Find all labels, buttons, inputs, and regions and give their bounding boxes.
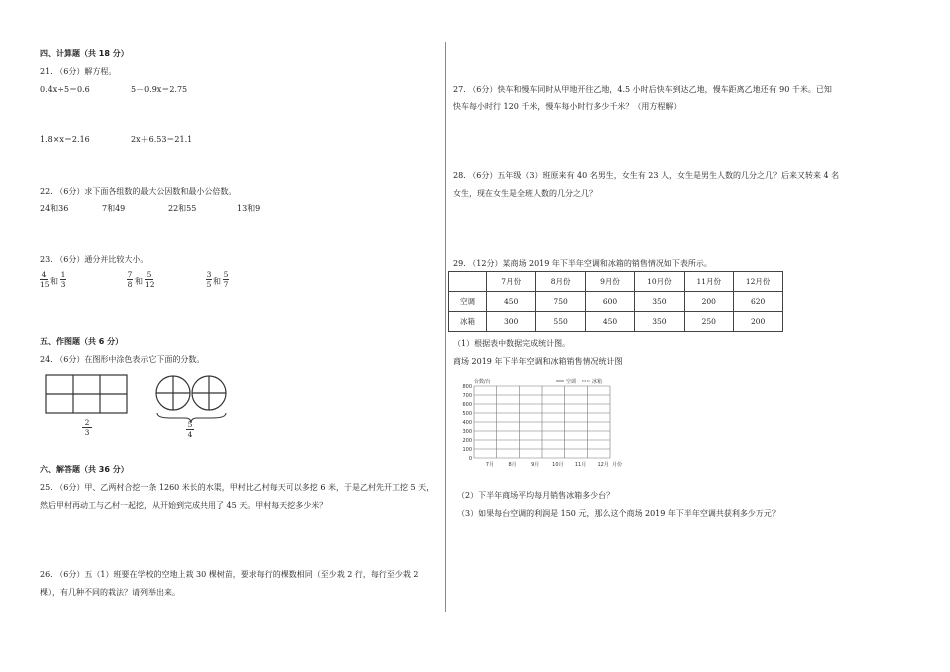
fraction: 5 12	[145, 270, 155, 289]
table-cell: 空调	[449, 292, 487, 312]
q28-line-2: 女生，现在女生是全班人数的几分之几？	[453, 189, 597, 198]
y-tick-label: 500	[462, 411, 472, 417]
q21-equation-4: 2x＋6.53＝21.1	[131, 135, 193, 144]
table-cell: 350	[635, 292, 684, 312]
table-cell: 620	[733, 292, 782, 312]
table-cell: 200	[684, 292, 733, 312]
q22-group: 7和49	[102, 204, 126, 213]
x-tick-label: 10月	[552, 462, 564, 468]
q21-equation-1: 0.4x÷5＝0.6	[40, 85, 90, 94]
table-cell: 750	[536, 292, 585, 312]
q29-sub-3: （3）如果每台空调的利润是 150 元，那么这个商场 2019 年下半年空调共获利多少万元？	[457, 509, 780, 518]
table-cell: 7月份	[487, 272, 536, 292]
y-tick-label: 800	[462, 384, 472, 390]
table-cell: 8月份	[536, 272, 585, 292]
section-5-title: 五、作图题（共 6 分）	[40, 337, 124, 346]
q21-equation-2: 5－0.9x＝2.75	[131, 85, 188, 94]
q27-line-2: 快车每小时行 120 千米，慢车每小时行多少千米？（用方程解）	[453, 102, 682, 111]
q24-figures	[40, 370, 240, 445]
compare-word: 和	[213, 277, 221, 286]
legend-label: 空调	[566, 379, 577, 385]
sales-table	[448, 271, 783, 332]
fraction: 5 7	[223, 270, 229, 289]
q29-stem: 29. （12分）某商场 2019 年下半年空调和冰箱的销售情况如下表所示。	[453, 259, 712, 268]
q22-stem: 22. （6分）求下面各组数的最大公因数和最小公倍数。	[40, 187, 237, 196]
q28-line-1: 28. （6分）五年级（3）班原来有 40 名男生，女生有 23 人，女生是男生人数的几分之几？后来又转来 4 名	[453, 171, 840, 180]
rectangle-grid	[46, 375, 127, 413]
fraction: 7 8	[127, 270, 133, 289]
y-tick-label: 0	[468, 456, 472, 462]
chart-title: 商场 2019 年下半年空调和冰箱销售情况统计图	[453, 357, 623, 366]
table-cell: 冰箱	[449, 312, 487, 332]
column-divider	[445, 42, 446, 612]
q25-line-2: 然后甲村再动工与乙村一起挖，从开始到完成共用了 45 天。甲村每天挖多少米？	[40, 501, 328, 510]
q23-stem: 23. （6分）通分并比较大小。	[40, 255, 149, 264]
x-tick-label: 9月	[531, 462, 540, 468]
q24-fraction-1: 2 3	[82, 418, 92, 437]
compare-word: 和	[50, 277, 58, 286]
q21-equation-3: 1.8×x＝2.16	[40, 135, 90, 144]
q24-fraction-2: 5 4	[187, 420, 193, 439]
section-6-title: 六、解答题（共 36 分）	[40, 465, 129, 474]
fraction: 4 15	[40, 270, 50, 289]
q22-group: 24和36	[40, 204, 69, 213]
y-axis-label: 台数/台	[474, 379, 491, 385]
fraction: 1 3	[60, 270, 66, 289]
table-cell: 11月份	[684, 272, 733, 292]
x-tick-label: 8月	[508, 462, 517, 468]
quartered-circle-left	[156, 376, 190, 410]
legend-label: 冰箱	[592, 379, 603, 385]
table-cell: 10月份	[635, 272, 684, 292]
table-cell: 300	[487, 312, 536, 332]
q25-line-1: 25. （6分）甲、乙两村合挖一条 1260 米长的水渠，甲村比乙村每天可以多挖 6 米，于是乙村先开工挖 5 天，	[40, 483, 435, 492]
table-cell: 450	[487, 292, 536, 312]
quartered-circle-right	[192, 376, 226, 410]
section-4-title: 四、计算题（共 18 分）	[40, 49, 129, 58]
y-tick-label: 700	[462, 393, 472, 399]
q22-group: 13和9	[237, 204, 261, 213]
table-cell: 600	[585, 292, 634, 312]
x-tick-label: 7月	[485, 462, 494, 468]
q24-stem: 24. （6分）在图形中涂色表示它下面的分数。	[40, 355, 205, 364]
q26-line-2: 棵），有几种不同的栽法？请列举出来。	[40, 588, 180, 597]
q27-line-1: 27. （6分）快车和慢车同时从甲地开往乙地，4.5 小时后快车到达乙地，慢车距离乙地还有 90 千米。已知	[453, 85, 832, 94]
table-header-row	[449, 272, 783, 292]
table-row	[449, 292, 783, 312]
y-tick-label: 600	[462, 402, 472, 408]
table-cell: 12月份	[733, 272, 782, 292]
y-tick-label: 400	[462, 420, 472, 426]
table-cell: 350	[635, 312, 684, 332]
table-cell: 9月份	[585, 272, 634, 292]
table-cell: 200	[733, 312, 782, 332]
y-tick-label: 200	[462, 438, 472, 444]
table-row	[449, 312, 783, 332]
x-tick-label: 12月	[597, 462, 609, 468]
q21-stem: 21. （6分）解方程。	[40, 67, 117, 76]
q22-group: 22和55	[168, 204, 197, 213]
chart-grid	[474, 386, 610, 458]
y-tick-label: 300	[462, 429, 472, 435]
q26-line-1: 26. （6分）五（1）班要在学校的空地上栽 30 棵树苗，要求每行的棵数相同（至少栽 2 行，每行至少栽 2	[40, 570, 419, 579]
fraction: 3 5	[206, 270, 212, 289]
table-cell: 450	[585, 312, 634, 332]
q29-sub-2: （2）下半年商场平均每月销售冰箱多少台？	[457, 491, 615, 500]
blank-line-chart	[450, 374, 625, 474]
compare-word: 和	[135, 277, 143, 286]
y-tick-label: 100	[462, 447, 472, 453]
x-axis-label: 月份	[612, 462, 623, 468]
x-tick-label: 11月	[574, 462, 587, 468]
table-cell: 550	[536, 312, 585, 332]
q29-sub-1: （1）根据表中数据完成统计图。	[453, 339, 571, 348]
table-cell: 250	[684, 312, 733, 332]
table-cell	[449, 272, 487, 292]
